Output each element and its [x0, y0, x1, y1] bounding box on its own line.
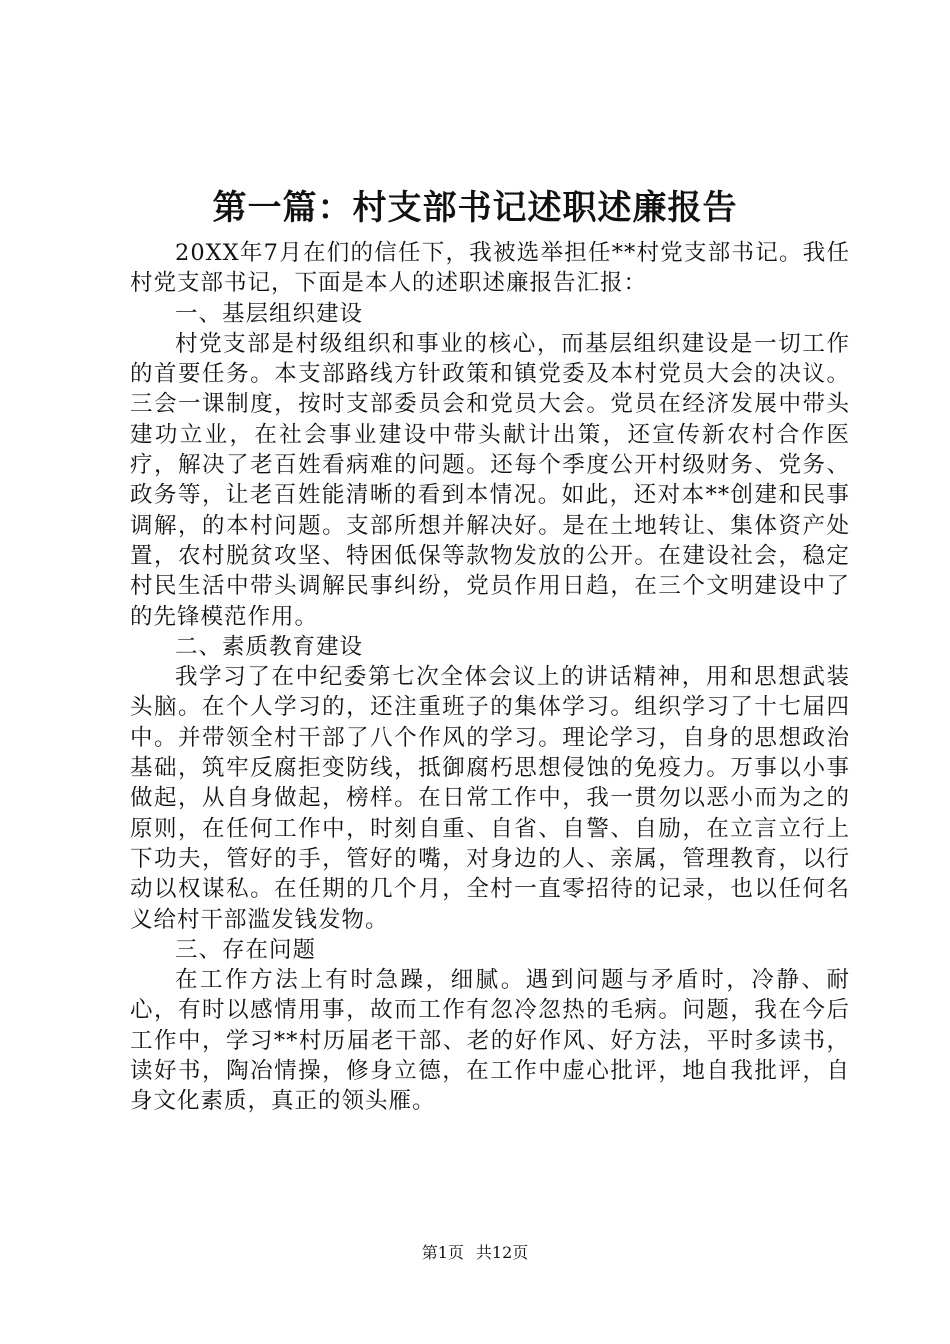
section-heading-3: 三、存在问题	[175, 936, 317, 963]
section-3-paragraph: 在工作方法上有时急躁，细腻。遇到问题与矛盾时，冷静、耐心，有时以感情用事，故而工作有忽冷忽热的毛病。问题，我在今后工作中，学习**村历届老干部、老的好作风、好方法，平时多读书，读好书，陶冶情操，修身立德，在工作中虚心批评，地自我批评，自身文化素质，真正的领头雁。	[130, 967, 850, 1115]
section-1-paragraph: 村党支部是村级组织和事业的核心，而基层组织建设是一切工作的首要任务。本支部路线方针政策和镇党委及本村党员大会的决议。三会一课制度，按时支部委员会和党员大会。党员在经济发展中带头建功立业，在社会事业建设中带头献计出策，还宣传新农村合作医疗，解决了老百姓看病难的问题。还每个季度公开村级财务、党务、政务等，让老百姓能清晰的看到本情况。如此，还对本**创建和民事调解，的本村问题。支部所想并解决好。是在土地转让、集体资产处置，农村脱贫攻坚、特困低保等款物发放的公开。在建设社会，稳定村民生活中带头调解民事纠纷，党员作用日趋，在三个文明建设中了的先锋模范作用。	[130, 330, 850, 630]
page-total: 共12页	[475, 1243, 529, 1262]
document-body	[130, 238, 850, 1117]
document-title: 第一篇：村支部书记述职述廉报告	[212, 188, 738, 228]
page-footer	[0, 1242, 950, 1264]
section-heading-2: 二、素质教育建设	[175, 633, 364, 660]
page-number: 第1页	[421, 1243, 464, 1262]
section-heading-1: 一、基层组织建设	[175, 300, 364, 327]
section-2-paragraph: 我学习了在中纪委第七次全体会议上的讲话精神，用和思想武装头脑。在个人学习的，还注重班子的集体学习。组织学习了十七届四中。并带领全村干部了八个作风的学习。理论学习，自身的思想政治基础，筑牢反腐拒变防线，抵御腐朽思想侵蚀的免疫力。万事以小事做起，从自身做起，榜样。在日常工作中，我一贯勿以恶小而为之的原则，在任何工作中，时刻自重、自省、自警、自励，在立言立行上下功夫，管好的手，管好的嘴，对身边的人、亲属，管理教育，以行动以权谋私。在任期的几个月，全村一直零招待的记录，也以任何名义给村干部滥发钱发物。	[130, 664, 850, 933]
intro-paragraph: 20XX年7月在们的信任下，我被选举担任**村党支部书记。我任村党支部书记，下面是本人的述职述廉报告汇报：	[130, 240, 850, 297]
